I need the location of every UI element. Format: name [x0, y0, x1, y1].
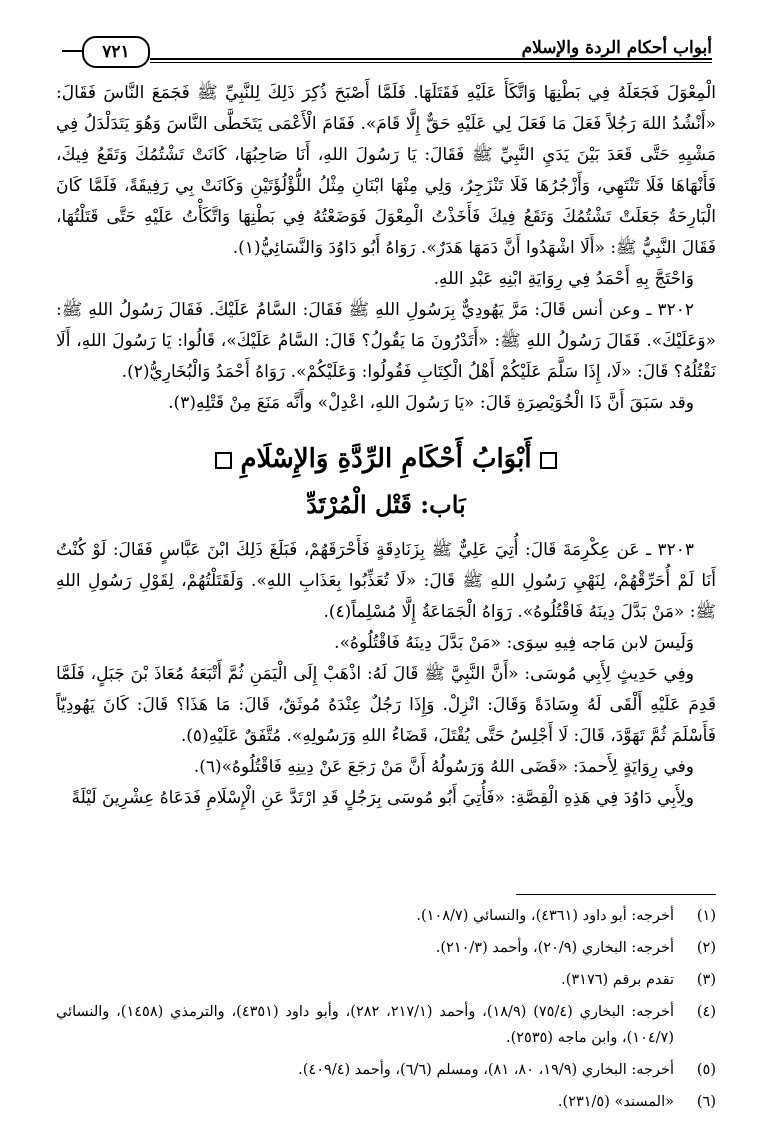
page-number-dash [62, 50, 84, 52]
hadith-3202: ٣٢٠٢ ـ وعن أنس قَالَ: مَرَّ يَهُودِيٌّ بِرَسُولِ اللهِ ﷺ فَقَالَ: السَّامُ عَلَيْكَ. فَقَالَ رَسُولُ اللهِ ﷺ: «وَعَلَيْكَ». فَقَالَ رَسُولُ اللهِ ﷺ: «أَتَدْرُونَ مَا يَقُولُ؟ قَالَ: السَّامُ عَلَيْكَ»، قَالُوا: يَا رَسُولَ اللهِ، أَلَا نَقْتُلُهُ؟ قَالَ: «لَا، إِذَا سَلَّمَ عَلَيْكُمْ أَهْلُ الْكِتَابِ فَقُولُوا: وَعَلَيْكُمْ». رَوَاهُ أَحْمَدُ وَالْبُخَارِيُّ(٢). [56, 300, 716, 382]
footnote-text: أخرجه: البخاري (١٩/٩، ٨٠، ٨١)، ومسلم (٦/٦)، وأحمد (٤٠٩/٤). [298, 1062, 674, 1078]
square-ornament-icon [540, 452, 557, 469]
footnote-text: «المسند» (٢٣١/٥). [557, 1094, 674, 1110]
header-rule [150, 58, 712, 60]
paragraph: ولِأَبِي دَاوُدَ فِي هَذِهِ الْقِصَّةِ: «فَأُتِيَ أَبُو مُوسَى بِرَجُلٍ قَدِ ارْتَدَّ عَنِ الْإِسْلَامِ فَدَعَاهُ عِشْرِينَ لَيْلَةً [71, 788, 694, 808]
footnote [56, 1057, 716, 1083]
footnote-text: أخرجه: البخاري (٢٠/٩)، وأحمد (٢١٠/٣). [435, 940, 674, 956]
footnote-separator [516, 894, 716, 895]
footnote-number: (٢) [696, 940, 716, 956]
chapter-title-text: أَبْوَابُ أَحْكَامِ الرِّدَّةِ وَالإِسْلَامِ [240, 444, 532, 474]
paragraph: وفِي حَدِيثٍ لِأَبِي مُوسَى: «أَنَّ النَّبِيَّ ﷺ قَالَ لَهُ: اذْهَبْ إِلَى الْيَمَنِ ثُمَّ أَتْبَعَهُ مُعَاذَ بْنَ جَبَلٍ، فَلَمَّا قَدِمَ عَلَيْهِ أَلْقَى لَهُ وِسَادَةً وَقَالَ: انْزِلْ. وَإِذَا رَجُلٌ عِنْدَهُ مُوثَقٌ، قَالَ: مَا هَذَا؟ قَالَ: كَانَ يَهُودِيّاً فَأَسْلَمَ ثُمَّ تَهَوَّدَ، قَالَ: لَا أَجْلِسُ حَتَّى يُقْتَلَ، قَضَاءُ اللهِ وَرَسُولِهِ». مُتَّفَقٌ عَلَيْهِ(٥). [56, 664, 716, 746]
square-ornament-icon [215, 452, 232, 469]
footnote [56, 967, 716, 993]
footnotes [56, 894, 716, 1121]
footnote-number: (٣) [696, 972, 716, 988]
section-title: بَاب: قَتْل الْمُرْتَدِّ [306, 490, 466, 519]
paragraph: وَاحْتَجَّ بِهِ أَحْمَدُ فِي رِوَايَةِ ابْنِهِ عَبْدِ اللهِ. [433, 269, 694, 289]
footnote [56, 1089, 716, 1115]
footnote-text: تقدم برقم (٣١٧٦). [561, 972, 674, 988]
footnote [56, 935, 716, 961]
paragraph: وفي رِوَايَةٍ لِأَحمدَ: «قَضَى اللهُ وَرَسُولُهُ أَنَّ مَنْ رَجَعَ عَنْ دِينِهِ فَاقْتُلُوهُ»(٦). [193, 757, 694, 777]
footnote-text: أخرجه: أبو داود (٤٣٦١)، والنسائي (١٠٨/٧). [416, 908, 674, 924]
footnote-text: أخرجه: البخاري (٧٥/٤) (١٨/٩)، وأحمد (٢١٧/١، ٢٨٢)، وأبو داود (٤٣٥١)، والترمذي (١٤٥٨)، والنسائي (١٠٤/٧)، وابن ماجه (٢٥٣٥). [56, 1004, 674, 1046]
paragraph: الْمِعْوَلَ فَجَعَلَهُ فِي بَطْنِهَا وَاتَّكَأَ عَلَيْهِ فَقَتَلَهَا. فَلَمَّا أَصْبَحَ ذُكِرَ ذَلِكَ لِلنَّبِيِّ ﷺ فَجَمَعَ النَّاسَ فَقَالَ: «أَنْشُدُ اللهَ رَجُلاً فَعَلَ مَا فَعَلَ لِي عَلَيْهِ حَقٌّ إِلَّا قَامَ». فَقَامَ الْأَعْمَى يَتَخَطَّى النَّاسَ وَهُوَ يَتَدَلْدَلُ فِي مَشْيِهِ حَتَّى قَعَدَ بَيْنَ يَدَيِ النَّبِيِّ ﷺ فَقَالَ: يَا رَسُولَ اللهِ، أَنَا صَاحِبُهَا، كَانَتْ تَشْتُمُكَ وَتَقَعُ فِيكَ، فَأَنْهَاهَا فَلَا تَنْتَهِي، وَأَزْجُرُهَا فَلَا تَنْزَجِرُ، وَلِي مِنْهَا ابْنَانِ مِثْلُ اللُّؤْلُؤَتَيْنِ وَكَانَتْ بِي رَفِيقَةً، فَلَمَّا كَانَ الْبَارِحَةُ جَعَلَتْ تَشْتُمُكَ وَتَقَعُ فِيكَ فَأَخَذْتُ الْمِعْوَلَ فَوَضَعْتُهُ فِي بَطْنِهَا وَاتَّكَأْتُ عَلَيْهِ حَتَّى قَتَلْتُهَا، فَقَالَ النَّبِيُّ ﷺ: «أَلَا اشْهَدُوا أَنَّ دَمَهَا هَدَرٌ». رَوَاهُ أَبُو دَاوُدَ وَالنَّسَائِيُّ(١). [56, 83, 716, 258]
running-title: أبواب أحكام الردة والإسلام [521, 38, 712, 58]
paragraph: وَلَيسَ لابن مَاجه فِيهِ سِوَى: «مَنْ بَدَّلَ دِينَهُ فَاقْتُلُوهُ». [334, 633, 694, 653]
hadith-3203: ٣٢٠٣ ـ عَن عِكْرِمَةَ قَالَ: أُتِيَ عَلِيٌّ ﷺ بِزَنَادِقَةٍ فَأَحْرَقَهُمْ، فَبَلَغَ ذَلِكَ ابْنَ عَبَّاسٍ فَقَالَ: لَوْ كُنْتُ أَنَا لَمْ أُحَرِّقْهُمْ، لِنَهْيِ رَسُولِ اللهِ ﷺ قَالَ: «لَا تُعَذِّبُوا بِعَذَابِ اللهِ». وَلَقَتَلْتُهُمْ، لِقَوْلِ رَسُولِ اللهِ ﷺ: «مَنْ بَدَّلَ دِينَهُ فَاقْتُلُوهُ». رَوَاهُ الْجَمَاعَةُ إِلَّا مُسْلِماً(٤). [56, 540, 716, 622]
footnote [56, 903, 716, 929]
footnote [56, 999, 716, 1051]
paragraph: وقد سَبَقَ أَنَّ ذَا الْخُوَيْصِرَةِ قَالَ: «يَا رَسُولَ اللهِ، اعْدِلْ» وأَنَّه مَنَعَ مِنْ قَتْلِهِ(٣). [168, 393, 694, 413]
page-number: ٧٢١ [82, 36, 150, 68]
footnote-number: (٤) [696, 1004, 716, 1020]
footnote-number: (٥) [696, 1062, 716, 1078]
header-rule-thin [150, 62, 712, 63]
footnote-number: (٦) [696, 1094, 716, 1110]
footnote-number: (١) [696, 908, 716, 924]
running-header [62, 36, 712, 70]
chapter-title [56, 439, 716, 479]
main-text [56, 78, 716, 814]
